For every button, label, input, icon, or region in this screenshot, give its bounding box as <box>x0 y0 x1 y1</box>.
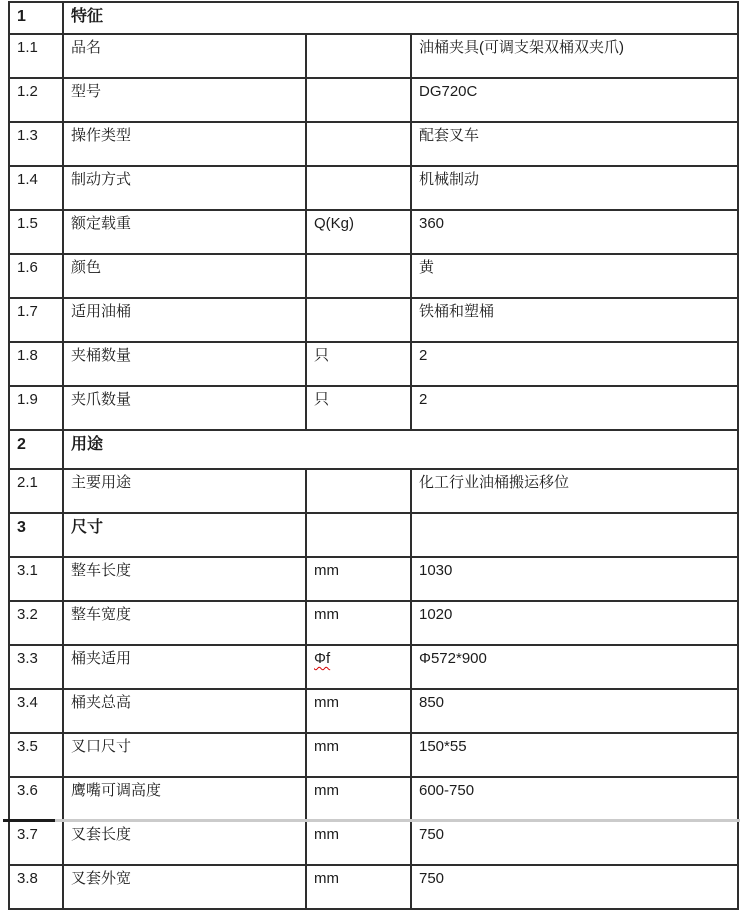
row-unit: 只 <box>306 386 411 430</box>
row-number: 3.8 <box>9 865 63 909</box>
section-row-dimensions <box>9 513 738 557</box>
row-number: 1.9 <box>9 386 63 430</box>
table-row <box>9 298 738 342</box>
row-label: 型号 <box>63 78 306 122</box>
row-number: 3 <box>9 513 63 557</box>
row-unit <box>306 78 411 122</box>
row-number: 1.2 <box>9 78 63 122</box>
row-value: DG720C <box>411 78 738 122</box>
row-number: 1.5 <box>9 210 63 254</box>
row-unit <box>306 34 411 78</box>
row-value: 850 <box>411 689 738 733</box>
table-row <box>9 342 738 386</box>
row-number: 3.3 <box>9 645 63 689</box>
table-row <box>9 386 738 430</box>
row-label: 桶夹总高 <box>63 689 306 733</box>
table-row <box>9 689 738 733</box>
table-row <box>9 821 738 865</box>
row-value: 600-750 <box>411 777 738 821</box>
table-row <box>9 469 738 513</box>
row-unit <box>306 254 411 298</box>
row-label: 整车宽度 <box>63 601 306 645</box>
row-label: 主要用途 <box>63 469 306 513</box>
row-value: 1020 <box>411 601 738 645</box>
row-label: 叉套长度 <box>63 821 306 865</box>
row-unit: mm <box>306 865 411 909</box>
row-number: 1.6 <box>9 254 63 298</box>
row-value: 360 <box>411 210 738 254</box>
section-row-features <box>9 2 738 34</box>
row-label: 制动方式 <box>63 166 306 210</box>
row-value: 2 <box>411 386 738 430</box>
row-value: 750 <box>411 865 738 909</box>
row-value: 150*55 <box>411 733 738 777</box>
row-unit: mm <box>306 777 411 821</box>
row-label: 夹爪数量 <box>63 386 306 430</box>
row-number: 3.6 <box>9 777 63 821</box>
table-row <box>9 34 738 78</box>
row-label: 额定载重 <box>63 210 306 254</box>
row-number: 3.1 <box>9 557 63 601</box>
row-unit-spellchecked: Φf <box>306 645 411 689</box>
row-value: 2 <box>411 342 738 386</box>
row-unit <box>306 166 411 210</box>
row-value: 化工行业油桶搬运移位 <box>411 469 738 513</box>
row-number: 2 <box>9 430 63 469</box>
row-number: 1.7 <box>9 298 63 342</box>
row-label: 适用油桶 <box>63 298 306 342</box>
row-label: 颜色 <box>63 254 306 298</box>
table-row <box>9 645 738 689</box>
row-label: 操作类型 <box>63 122 306 166</box>
spec-table <box>8 1 739 910</box>
table-row <box>9 865 738 909</box>
row-unit: mm <box>306 601 411 645</box>
table-row <box>9 777 738 821</box>
table-row <box>9 733 738 777</box>
row-number: 3.7 <box>9 821 63 865</box>
section-title: 尺寸 <box>63 513 306 557</box>
table-row <box>9 557 738 601</box>
row-label: 桶夹适用 <box>63 645 306 689</box>
row-label: 品名 <box>63 34 306 78</box>
row-unit: mm <box>306 557 411 601</box>
row-value: 油桶夹具(可调支架双桶双夹爪) <box>411 34 738 78</box>
row-number: 2.1 <box>9 469 63 513</box>
row-unit <box>306 122 411 166</box>
row-value <box>411 513 738 557</box>
row-label: 叉口尺寸 <box>63 733 306 777</box>
row-number: 1.8 <box>9 342 63 386</box>
row-label: 夹桶数量 <box>63 342 306 386</box>
table-row <box>9 122 738 166</box>
row-label: 鹰嘴可调高度 <box>63 777 306 821</box>
section-title: 特征 <box>63 2 738 34</box>
row-unit <box>306 513 411 557</box>
table-row <box>9 210 738 254</box>
row-number: 3.4 <box>9 689 63 733</box>
row-unit: mm <box>306 733 411 777</box>
row-unit: 只 <box>306 342 411 386</box>
table-row <box>9 254 738 298</box>
row-number: 1 <box>9 2 63 34</box>
row-unit: mm <box>306 689 411 733</box>
row-number: 1.3 <box>9 122 63 166</box>
row-unit: Q(Kg) <box>306 210 411 254</box>
row-label: 叉套外宽 <box>63 865 306 909</box>
row-unit <box>306 298 411 342</box>
table-row <box>9 78 738 122</box>
row-unit: mm <box>306 821 411 865</box>
row-value: Φ572*900 <box>411 645 738 689</box>
row-label: 整车长度 <box>63 557 306 601</box>
row-number: 3.2 <box>9 601 63 645</box>
table-row <box>9 166 738 210</box>
row-value: 机械制动 <box>411 166 738 210</box>
row-value: 黄 <box>411 254 738 298</box>
row-unit <box>306 469 411 513</box>
row-value: 750 <box>411 821 738 865</box>
row-number: 1.4 <box>9 166 63 210</box>
row-value: 铁桶和塑桶 <box>411 298 738 342</box>
row-value: 配套叉车 <box>411 122 738 166</box>
row-number: 3.5 <box>9 733 63 777</box>
section-row-usage <box>9 430 738 469</box>
section-title: 用途 <box>63 430 738 469</box>
row-number: 1.1 <box>9 34 63 78</box>
table-row <box>9 601 738 645</box>
spec-table-container <box>8 1 739 910</box>
row-value: 1030 <box>411 557 738 601</box>
